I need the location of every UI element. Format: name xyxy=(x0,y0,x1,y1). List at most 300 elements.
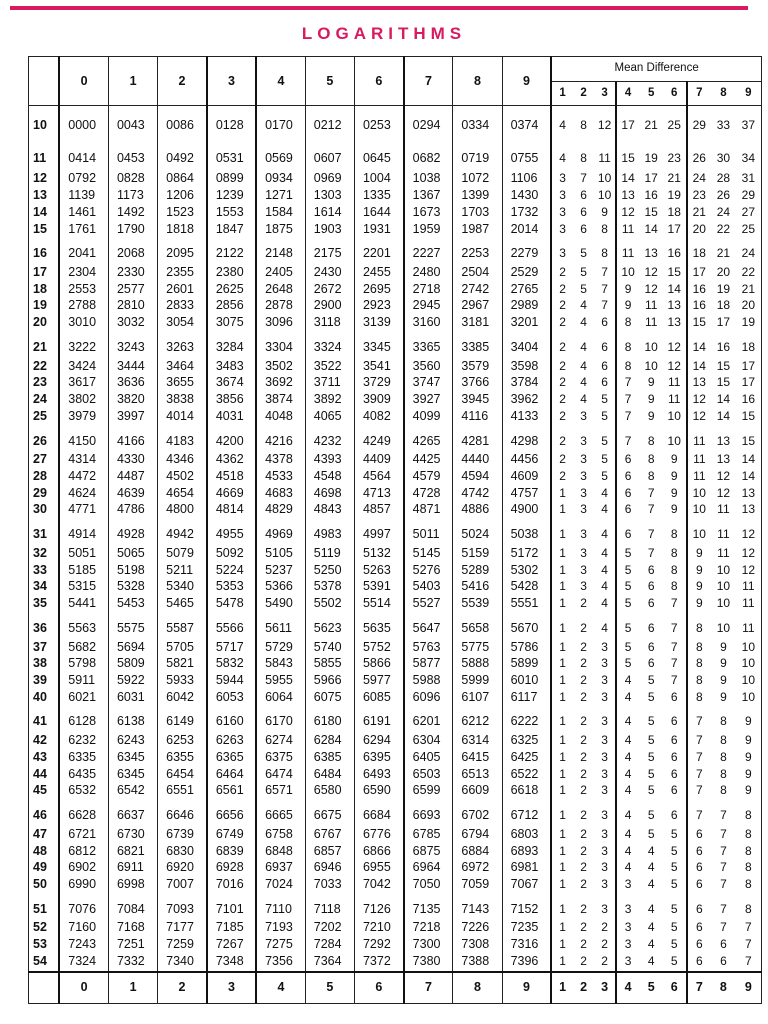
footer-row xyxy=(29,972,762,1004)
log-value: 1732 xyxy=(502,205,551,222)
log-value: 5635 xyxy=(354,613,403,640)
table-row xyxy=(29,332,762,359)
log-value: 7300 xyxy=(404,937,453,954)
mean-difference-value: 5 xyxy=(670,860,678,875)
log-value: 0828 xyxy=(108,171,157,188)
mean-difference-value: 11 xyxy=(668,392,681,407)
log-value: 6637 xyxy=(108,800,157,827)
mean-difference-value: 13 xyxy=(716,433,731,448)
log-value: 0645 xyxy=(354,143,403,171)
log-value: 6053 xyxy=(207,690,256,707)
log-value: 6522 xyxy=(502,767,551,784)
mean-difference-value: 5 xyxy=(580,281,587,296)
footer-column-header: 6 xyxy=(354,972,403,1004)
mean-difference-value: 3 xyxy=(616,877,640,894)
log-value: 6493 xyxy=(354,767,403,784)
mean-difference-value: 9 xyxy=(687,546,712,563)
log-value: 2625 xyxy=(207,282,256,299)
log-value: 5263 xyxy=(354,563,403,580)
mean-difference-value: 3 xyxy=(601,783,608,798)
mean-difference-value: 14 xyxy=(736,452,762,469)
mean-difference-value: 6 xyxy=(670,808,678,823)
row-label: 23 xyxy=(29,375,60,392)
log-value: 4298 xyxy=(502,426,551,453)
mean-difference-value: 8 xyxy=(687,656,712,673)
mean-difference-value: 1 xyxy=(551,519,573,546)
mean-difference-value: 2 xyxy=(551,452,573,469)
log-value: 1553 xyxy=(207,205,256,222)
footer-column-header: 3 xyxy=(207,972,256,1004)
log-value: 6675 xyxy=(305,800,354,827)
mean-difference-header: 1 xyxy=(551,81,573,106)
mean-difference-value: 3 xyxy=(601,901,608,916)
mean-difference-value: 8 xyxy=(736,844,762,861)
mean-difference-value: 13 xyxy=(644,246,658,261)
log-value: 7388 xyxy=(453,954,502,972)
log-value: 3598 xyxy=(502,359,551,376)
log-value: 1959 xyxy=(404,222,453,239)
row-label: 31 xyxy=(29,519,60,546)
mean-difference-value: 7 xyxy=(601,298,608,313)
log-value: 6580 xyxy=(305,783,354,800)
mean-difference-value: 19 xyxy=(736,315,762,332)
mean-difference-value: 2 xyxy=(551,265,573,282)
footer-column-header: 9 xyxy=(502,972,551,1004)
log-value: 7308 xyxy=(453,937,502,954)
mean-difference-value: 3 xyxy=(616,920,640,937)
log-value: 5527 xyxy=(404,596,453,613)
row-label: 25 xyxy=(29,409,60,426)
row-label: 44 xyxy=(29,767,60,784)
mean-difference-value: 6 xyxy=(687,894,712,921)
mean-difference-value: 5 xyxy=(670,877,678,891)
mean-difference-value: 9 xyxy=(736,733,762,750)
mean-difference-value: 25 xyxy=(736,222,762,239)
log-value: 3365 xyxy=(404,332,453,359)
mean-difference-value: 10 xyxy=(716,596,731,611)
mean-difference-value: 3 xyxy=(616,954,640,972)
log-value: 5729 xyxy=(256,640,305,657)
log-value: 1239 xyxy=(207,188,256,205)
log-value: 7160 xyxy=(59,920,108,937)
mean-difference-value: 1 xyxy=(551,844,573,861)
log-value: 4048 xyxy=(256,409,305,426)
log-value: 6405 xyxy=(404,750,453,767)
log-value: 6561 xyxy=(207,783,256,800)
mean-difference-value: 15 xyxy=(716,358,731,373)
log-value: 2856 xyxy=(207,298,256,315)
log-value: 5038 xyxy=(502,519,551,546)
row-label: 38 xyxy=(29,656,60,673)
mean-difference-value: 5 xyxy=(616,656,640,673)
log-value: 1818 xyxy=(158,222,207,239)
mean-difference-value: 7 xyxy=(687,733,712,750)
mean-difference-value: 12 xyxy=(667,339,681,354)
mean-difference-value: 4 xyxy=(601,485,608,500)
log-value: 6232 xyxy=(59,733,108,750)
log-value: 1461 xyxy=(59,205,108,222)
mean-difference-value: 11 xyxy=(644,315,658,330)
mean-difference-value: 1 xyxy=(551,613,573,640)
log-value: 5821 xyxy=(158,656,207,673)
mean-difference-value: 7 xyxy=(670,656,678,671)
log-value: 7202 xyxy=(305,920,354,937)
log-value: 2718 xyxy=(404,282,453,299)
log-value: 2122 xyxy=(207,238,256,265)
log-value: 4829 xyxy=(256,502,305,519)
mean-difference-value: 3 xyxy=(580,433,587,448)
log-value: 5224 xyxy=(207,563,256,580)
table-row xyxy=(29,409,762,426)
log-value: 7243 xyxy=(59,937,108,954)
mean-difference-value: 3 xyxy=(551,188,573,205)
mean-difference-value: 5 xyxy=(647,689,655,704)
mean-difference-value: 6 xyxy=(670,783,678,798)
log-value: 2068 xyxy=(108,238,157,265)
mean-difference-value: 1 xyxy=(551,486,573,503)
table-row xyxy=(29,613,762,640)
mean-difference-value: 8 xyxy=(616,332,640,359)
mean-difference-value: 3 xyxy=(580,579,587,594)
table-row xyxy=(29,469,762,486)
row-label: 36 xyxy=(29,613,60,640)
table-row xyxy=(29,375,762,392)
mean-difference-value: 1 xyxy=(551,937,573,954)
mean-difference-value: 9 xyxy=(736,706,762,733)
log-value: 4200 xyxy=(207,426,256,453)
mean-difference-value: 9 xyxy=(736,767,762,784)
mean-difference-value: 17 xyxy=(667,221,681,236)
log-value: 5132 xyxy=(354,546,403,563)
mean-difference-value: 12 xyxy=(736,546,762,563)
mean-difference-value: 8 xyxy=(736,860,762,877)
log-value: 6656 xyxy=(207,800,256,827)
mean-difference-value: 6 xyxy=(647,562,655,577)
mean-difference-value: 2 xyxy=(551,409,573,426)
mean-difference-value: 7 xyxy=(616,392,640,409)
mean-difference-value: 2 xyxy=(580,843,587,858)
log-value: 5763 xyxy=(404,640,453,657)
table-row xyxy=(29,690,762,707)
mean-difference-value: 3 xyxy=(601,689,608,704)
log-value: 5922 xyxy=(108,673,157,690)
log-value: 3345 xyxy=(354,332,403,359)
log-value: 4533 xyxy=(256,469,305,486)
log-value: 0374 xyxy=(502,106,551,144)
mean-difference-value: 11 xyxy=(616,222,640,239)
header-blank xyxy=(29,57,60,106)
log-value: 5315 xyxy=(59,579,108,596)
mean-difference-value: 13 xyxy=(687,375,712,392)
log-value: 6618 xyxy=(502,783,551,800)
log-value: 6785 xyxy=(404,827,453,844)
mean-difference-value: 2 xyxy=(580,877,587,891)
mean-difference-value: 7 xyxy=(720,901,727,916)
mean-difference-value: 5 xyxy=(647,808,655,823)
table-row xyxy=(29,877,762,894)
table-row xyxy=(29,315,762,332)
log-value: 7110 xyxy=(256,894,305,921)
mean-difference-value: 11 xyxy=(717,502,730,517)
mean-difference-value: 5 xyxy=(616,563,640,580)
table-row xyxy=(29,502,762,519)
row-label: 48 xyxy=(29,844,60,861)
table-row xyxy=(29,452,762,469)
log-value: 2480 xyxy=(404,265,453,282)
mean-difference-value: 16 xyxy=(687,282,712,299)
mean-difference-value: 1 xyxy=(551,596,573,613)
mean-difference-value: 4 xyxy=(616,767,640,784)
mean-difference-value: 22 xyxy=(736,265,762,282)
log-value: 6345 xyxy=(108,767,157,784)
log-value: 0453 xyxy=(108,143,157,171)
log-value: 3181 xyxy=(453,315,502,332)
log-value: 0128 xyxy=(207,106,256,144)
log-value: 4698 xyxy=(305,486,354,503)
log-value: 5172 xyxy=(502,546,551,563)
mean-difference-value: 9 xyxy=(670,485,678,500)
log-value: 6767 xyxy=(305,827,354,844)
mean-difference-value: 2 xyxy=(551,375,573,392)
log-value: 5403 xyxy=(404,579,453,596)
log-value: 2695 xyxy=(354,282,403,299)
log-value: 7042 xyxy=(354,877,403,894)
log-value: 3444 xyxy=(108,359,157,376)
mean-difference-value: 2 xyxy=(580,826,587,841)
mean-difference-value: 2 xyxy=(551,298,573,315)
footer-blank xyxy=(29,972,60,1004)
mean-difference-value: 6 xyxy=(687,954,712,972)
mean-difference-value: 7 xyxy=(720,826,727,841)
footer-column-header: 7 xyxy=(404,972,453,1004)
row-label: 52 xyxy=(29,920,60,937)
log-value: 3838 xyxy=(158,392,207,409)
log-value: 5391 xyxy=(354,579,403,596)
footer-column-header: 0 xyxy=(59,972,108,1004)
log-value: 1335 xyxy=(354,188,403,205)
log-value: 2041 xyxy=(59,238,108,265)
log-value: 5024 xyxy=(453,519,502,546)
log-value: 2878 xyxy=(256,298,305,315)
mean-difference-value: 6 xyxy=(670,714,678,729)
log-value: 1614 xyxy=(305,205,354,222)
mean-difference-value: 4 xyxy=(647,937,655,952)
log-value: 6911 xyxy=(108,860,157,877)
log-value: 3655 xyxy=(158,375,207,392)
log-value: 6345 xyxy=(108,750,157,767)
mean-difference-value: 11 xyxy=(687,426,712,453)
log-value: 5740 xyxy=(305,640,354,657)
mean-difference-value: 5 xyxy=(616,546,640,563)
mean-difference-value: 21 xyxy=(639,106,663,144)
mean-difference-value: 16 xyxy=(736,392,762,409)
log-value: 6010 xyxy=(502,673,551,690)
mean-difference-value: 6 xyxy=(647,656,655,671)
mean-difference-value: 7 xyxy=(720,843,727,858)
log-value: 6128 xyxy=(59,706,108,733)
mean-difference-value: 8 xyxy=(720,733,727,748)
log-value: 4472 xyxy=(59,469,108,486)
log-value: 0000 xyxy=(59,106,108,144)
mean-difference-value: 2 xyxy=(551,469,573,486)
mean-difference-value: 4 xyxy=(616,690,640,707)
mean-difference-header: 7 xyxy=(687,81,712,106)
mean-difference-value: 9 xyxy=(687,563,712,580)
table-row xyxy=(29,783,762,800)
log-value: 7168 xyxy=(108,920,157,937)
log-value: 1987 xyxy=(453,222,502,239)
column-header: 2 xyxy=(158,57,207,106)
log-value: 3522 xyxy=(305,359,354,376)
mean-difference-value: 1 xyxy=(551,546,573,563)
mean-difference-value: 5 xyxy=(616,579,640,596)
log-value: 7372 xyxy=(354,954,403,972)
mean-difference-value: 17 xyxy=(687,265,712,282)
table-row xyxy=(29,359,762,376)
log-value: 2253 xyxy=(453,238,502,265)
mean-difference-value: 6 xyxy=(616,469,640,486)
mean-difference-value: 19 xyxy=(644,151,658,166)
mean-difference-value: 3 xyxy=(601,656,608,671)
mean-difference-value: 2 xyxy=(580,656,587,671)
table-row xyxy=(29,733,762,750)
mean-difference-value: 9 xyxy=(647,375,655,390)
log-value: 3579 xyxy=(453,359,502,376)
log-value: 6138 xyxy=(108,706,157,733)
row-label: 20 xyxy=(29,315,60,332)
mean-difference-value: 4 xyxy=(647,953,655,968)
mean-difference-value: 11 xyxy=(736,596,762,613)
mean-difference-value: 7 xyxy=(720,808,727,823)
mean-difference-value: 8 xyxy=(670,562,678,577)
mean-difference-value: 6 xyxy=(616,486,640,503)
mean-difference-value: 4 xyxy=(601,596,608,611)
mean-difference-value: 10 xyxy=(736,673,762,690)
log-value: 1038 xyxy=(404,171,453,188)
mean-difference-value: 33 xyxy=(711,106,736,144)
mean-difference-value: 8 xyxy=(580,151,587,166)
table-body xyxy=(29,57,762,1004)
log-value: 5966 xyxy=(305,673,354,690)
table-row xyxy=(29,954,762,972)
mean-difference-value: 8 xyxy=(736,894,762,921)
log-value: 5955 xyxy=(256,673,305,690)
mean-difference-value: 16 xyxy=(644,188,658,203)
row-label: 41 xyxy=(29,706,60,733)
mean-difference-value: 10 xyxy=(597,188,612,203)
mean-difference-value: 5 xyxy=(647,714,655,729)
mean-difference-value: 4 xyxy=(616,800,640,827)
log-value: 4502 xyxy=(158,469,207,486)
mean-difference-value: 4 xyxy=(580,392,587,407)
log-value: 5933 xyxy=(158,673,207,690)
table-row xyxy=(29,579,762,596)
mean-difference-value: 16 xyxy=(716,339,731,354)
footer-column-header: 5 xyxy=(305,972,354,1004)
log-value: 6075 xyxy=(305,690,354,707)
log-value: 2227 xyxy=(404,238,453,265)
mean-difference-value: 9 xyxy=(670,469,678,483)
row-label: 13 xyxy=(29,188,60,205)
mean-difference-value: 3 xyxy=(601,673,608,687)
column-header: 6 xyxy=(354,57,403,106)
mean-difference-value: 7 xyxy=(601,265,608,279)
mean-difference-value: 6 xyxy=(687,827,712,844)
log-value: 4409 xyxy=(354,452,403,469)
log-value: 6893 xyxy=(502,844,551,861)
log-value: 7152 xyxy=(502,894,551,921)
log-value: 4314 xyxy=(59,452,108,469)
table-row xyxy=(29,767,762,784)
mean-difference-value: 8 xyxy=(670,527,678,542)
log-value: 4362 xyxy=(207,452,256,469)
mean-difference-value: 12 xyxy=(616,205,640,222)
log-value: 7218 xyxy=(404,920,453,937)
mean-difference-value: 16 xyxy=(687,298,712,315)
mean-difference-value: 13 xyxy=(736,502,762,519)
log-value: 6857 xyxy=(305,844,354,861)
log-value: 6096 xyxy=(404,690,453,707)
mean-difference-value: 2 xyxy=(580,808,587,823)
log-value: 3464 xyxy=(158,359,207,376)
log-value: 6355 xyxy=(158,750,207,767)
log-value: 7380 xyxy=(404,954,453,972)
mean-difference-value: 2 xyxy=(580,920,587,935)
log-value: 5478 xyxy=(207,596,256,613)
log-value: 4031 xyxy=(207,409,256,426)
mean-difference-value: 1 xyxy=(551,827,573,844)
row-label: 37 xyxy=(29,640,60,657)
mean-difference-value: 4 xyxy=(551,143,573,171)
mean-difference-value: 17 xyxy=(644,171,658,186)
log-value: 7076 xyxy=(59,894,108,921)
mean-difference-value: 7 xyxy=(616,409,640,426)
footer-column-header: 8 xyxy=(453,972,502,1004)
log-value: 6884 xyxy=(453,844,502,861)
mean-difference-value: 5 xyxy=(601,433,608,448)
mean-difference-value: 23 xyxy=(667,151,681,166)
mean-difference-value: 10 xyxy=(716,562,731,577)
mean-difference-value: 8 xyxy=(687,673,712,690)
mean-difference-value: 4 xyxy=(580,298,587,313)
mean-difference-value: 2 xyxy=(601,937,608,952)
column-header: 9 xyxy=(502,57,551,106)
mean-difference-value: 2 xyxy=(580,860,587,875)
mean-difference-value: 2 xyxy=(580,783,587,798)
mean-difference-value: 13 xyxy=(716,452,731,467)
log-value: 5011 xyxy=(404,519,453,546)
log-value: 3945 xyxy=(453,392,502,409)
log-value: 5145 xyxy=(404,546,453,563)
mean-difference-value: 4 xyxy=(616,750,640,767)
log-value: 6395 xyxy=(354,750,403,767)
log-value: 6484 xyxy=(305,767,354,784)
mean-difference-value: 1 xyxy=(551,894,573,921)
log-value: 5119 xyxy=(305,546,354,563)
mean-difference-value: 7 xyxy=(647,502,655,517)
log-value: 5092 xyxy=(207,546,256,563)
mean-difference-value: 7 xyxy=(647,545,655,560)
log-value: 3243 xyxy=(108,332,157,359)
mean-difference-value: 4 xyxy=(647,860,655,875)
mean-difference-value: 2 xyxy=(551,426,573,453)
mean-difference-value: 17 xyxy=(616,106,640,144)
log-value: 7364 xyxy=(305,954,354,972)
table-row xyxy=(29,894,762,921)
log-value: 4997 xyxy=(354,519,403,546)
log-value: 0294 xyxy=(404,106,453,144)
mean-difference-value: 8 xyxy=(720,714,727,729)
